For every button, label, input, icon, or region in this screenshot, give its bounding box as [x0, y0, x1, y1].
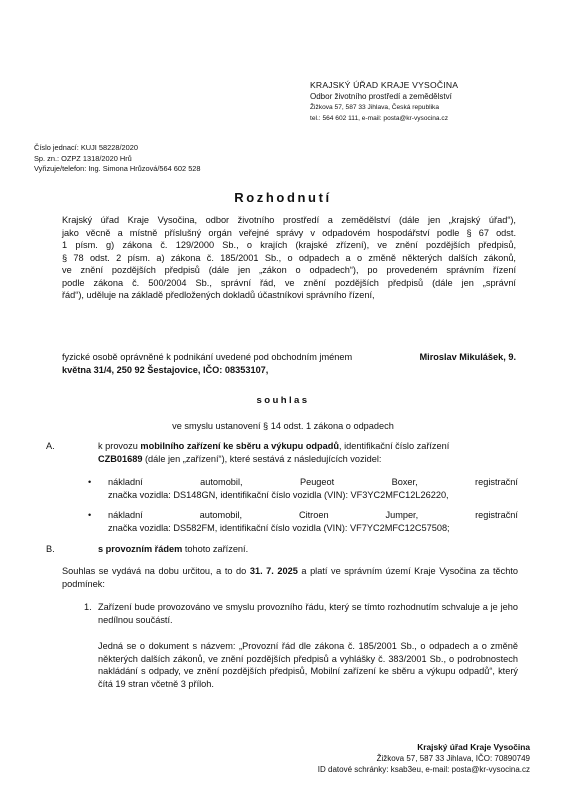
- footer-name: Krajský úřad Kraje Vysočina: [417, 742, 530, 752]
- recipient-name: Miroslav Mikulášek, 9.: [419, 352, 516, 362]
- condition-text: Zařízení bude provozováno ve smyslu provozního řádu, který se tímto rozhodnutím schvaluje a je jeho nedílnou součástí.: [98, 602, 518, 625]
- footer-address: Žižkova 57, 587 33 Jihlava, IČO: 70890749: [376, 754, 530, 763]
- intro-line: ve znění pozdějších předpisů (dále jen „zákon o odpadech“), po provedeném správním řízení: [62, 265, 516, 275]
- validity-t2: a platí ve správním území Kraje Vysočina za těchto podmínek:: [62, 566, 518, 589]
- vehicle-word: Boxer,: [391, 477, 418, 487]
- vehicle-word: Peugeot: [299, 477, 335, 487]
- vehicle-word: registrační: [475, 510, 518, 520]
- item-a-facility: mobilního zařízení ke sběru a výkupu odpadů: [140, 441, 339, 451]
- intro-line: § 78 odst. 2 písm. a) zákona č. 185/2001 Sb., o odpadech a o změně některých dalších zákonů,: [62, 252, 516, 263]
- item-b-label: B.: [46, 544, 55, 554]
- vehicle-word: Jumper,: [385, 510, 419, 520]
- intro-line: řád“), uděluje na základě předložených dokladů účastníkovi správního řízení,: [62, 290, 375, 300]
- condition-number: 1.: [84, 602, 92, 612]
- reference-block: [34, 143, 201, 175]
- vehicle-word: automobil,: [200, 477, 243, 487]
- facility-id: CZB01689: [98, 453, 143, 464]
- validity-date: 31. 7. 2025: [249, 566, 298, 576]
- consent-heading: souhlas: [256, 395, 310, 406]
- item-a-t1: k provozu: [98, 441, 138, 451]
- recipient-paragraph: [62, 351, 516, 376]
- department-name: Odbor životního prostředí a zemědělství: [310, 92, 452, 101]
- authority-address: Žižkova 57, 587 33 Jihlava, Česká republika: [310, 104, 440, 111]
- vehicle-word: automobil,: [199, 510, 243, 520]
- vehicle-item: [88, 509, 518, 534]
- intro-line: Krajský úřad Kraje Vysočina, odbor životního prostředí a zemědělství (dále jen „krajský úřad“),: [62, 215, 516, 225]
- intro-line: 1 písm. g) zákona č. 129/2000 Sb., o krajích (krajské zřízení), ve znění pozdějších předpisů,: [62, 240, 516, 250]
- item-b-rest: tohoto zařízení.: [184, 544, 249, 554]
- vehicle-item: [88, 476, 518, 501]
- vehicle-word: registrační: [475, 477, 518, 487]
- intro-paragraph: [62, 214, 516, 302]
- item-a-t3: (dále jen „zařízení“), které sestává z následujících vozidel:: [145, 453, 382, 464]
- footer-contact: ID datové schránky: ksab3eu, e-mail: posta@kr-vysocina.cz: [317, 765, 530, 774]
- bullet-icon: •: [88, 510, 92, 520]
- file-mark: Sp. zn.: OZPZ 1318/2020 Hrů: [34, 153, 132, 163]
- handled-by: Vyřizuje/telefon: Ing. Simona Hrůzová/564 602 528: [34, 164, 201, 174]
- validity-paragraph: [62, 565, 518, 590]
- authority-contact: tel.: 564 602 111, e-mail: posta@kr-vysocina.cz: [310, 115, 449, 122]
- vehicle-word: nákladní: [108, 510, 143, 520]
- bullet-icon: •: [88, 477, 92, 487]
- vehicle-details: značka vozidla: DS148GN, identifikační číslo vozidla (VIN): VF3YC2MFC12L26220,: [108, 489, 449, 500]
- vehicle-details: značka vozidla: DS582FM, identifikační číslo vozidla (VIN): VF7YC2MFC12C57508;: [108, 522, 450, 533]
- footer: [290, 742, 530, 775]
- document-title: Rozhodnutí: [234, 190, 332, 205]
- intro-line: jako věcně a místně příslušný orgán veřejné správy v odpadovém hospodářství podle § 67 odst.: [62, 227, 516, 238]
- case-number: Číslo jednací: KUJI 58228/2020: [34, 143, 138, 152]
- vehicle-word: nákladní: [108, 477, 143, 487]
- vehicle-word: Citroen: [298, 510, 329, 520]
- document-note: Jedná se o dokument s názvem: „Provozní řád dle zákona č. 185/2001 Sb., o odpadech a o změně některých dalších zákonů, ve znění pozdějších předpisů a vyhlášky č. 383/2001 Sb., o podrobnostech nakládání s odpady, ve znění pozdějších předpisů, Mobilní zařízení ke sběru a výkupu odpadů“, který čítá 19 stran včetně 3 příloh.: [98, 641, 518, 689]
- intro-line: podle zákona č. 500/2004 Sb., správní řád, ve znění pozdějších předpisů (dále jen „správní: [62, 277, 516, 288]
- item-a-label: A.: [46, 441, 55, 451]
- item-a-t2: , identifikační číslo zařízení: [339, 441, 450, 451]
- item-b-text: [98, 543, 248, 556]
- item-a-text: [98, 440, 518, 465]
- letterhead: [310, 80, 555, 124]
- operating-rules: s provozním řádem: [98, 544, 183, 554]
- validity-t1: Souhlas se vydává na dobu určitou, a to do: [62, 566, 247, 576]
- legal-basis: ve smyslu ustanovení § 14 odst. 1 zákona o odpadech: [172, 421, 394, 431]
- recipient-prefix: fyzické osobě oprávněné k podnikání uvedené pod obchodním jménem: [62, 352, 353, 362]
- authority-name: KRAJSKÝ ÚŘAD KRAJE VYSOČINA: [310, 80, 459, 90]
- recipient-address: května 31/4, 250 92 Šestajovice, IČO: 08353107,: [62, 364, 269, 375]
